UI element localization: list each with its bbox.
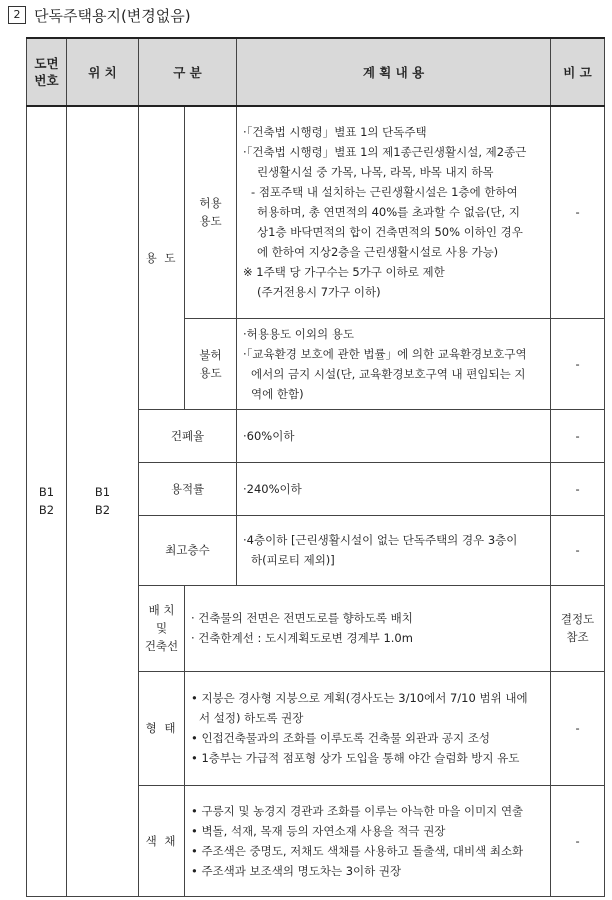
form-line: • 지붕은 경사형 지붕으로 계획(경사도는 3/10에서 7/10 범위 내에 (191, 691, 528, 705)
permitted-line: 린생활시설 중 가목, 나목, 라목, 바목 내지 하목 (257, 165, 494, 180)
header-plan-content: 계 획 내 용 (237, 38, 551, 106)
permitted-line: ·「건축법 시행령」별표 1의 제1종근린생활시설, 제2종근 (243, 145, 527, 160)
permitted-line: ※ 1주택 당 가구수는 5가구 이하로 제한 (243, 265, 445, 280)
permitted-line: 에 한하여 지상2층을 근린생활시설로 사용 가능) (257, 245, 499, 260)
placement-label: 배 치 및 건축선 (139, 585, 185, 671)
section-heading (8, 2, 191, 28)
form-line: • 1층부는 가급적 점포형 상가 도입을 통해 야간 슬럼화 방지 유도 (191, 751, 520, 765)
permitted-use-content (237, 106, 551, 318)
form-note: - (551, 671, 605, 785)
color-content (185, 785, 551, 896)
floors-line: ·4층이하 [근린생활시설이 없는 단독주택의 경우 3층이 (243, 533, 518, 547)
section-title: 단독주택용지(변경없음) (34, 6, 191, 25)
permitted-use-note: - (551, 106, 605, 318)
color-line: • 구릉지 및 농경지 경관과 조화를 이루는 아늑한 마을 이미지 연출 (191, 803, 524, 818)
prohibited-use-content (237, 318, 551, 409)
coverage-note: - (551, 409, 605, 462)
header-map-no: 도면 번호 (27, 38, 67, 106)
form-line: • 인접건축물과의 조화를 이루도록 건축물 외관과 공지 조성 (191, 731, 490, 745)
permitted-use-label: 허용 용도 (185, 106, 237, 318)
color-line: • 주조색은 중명도, 저채도 색채를 사용하고 돌출색, 대비색 최소화 (191, 843, 524, 858)
header-category: 구 분 (139, 38, 237, 106)
header-row (27, 38, 605, 106)
placement-content (185, 585, 551, 671)
color-label: 색 채 (139, 785, 185, 896)
land-use-plan-table (26, 37, 605, 897)
coverage-label: 건폐율 (139, 409, 237, 462)
far-note: - (551, 462, 605, 515)
color-line: • 벽돌, 석재, 목재 등의 자연소재 사용을 적극 권장 (191, 823, 446, 838)
floors-label: 최고층수 (139, 515, 237, 585)
placement-note: 결정도 참조 (551, 585, 605, 671)
placement-line: · 건축물의 전면은 전면도로를 향하도록 배치 (191, 611, 413, 625)
section-number: 2 (8, 6, 26, 24)
far-label: 용적률 (139, 462, 237, 515)
map-no-cell: B1 B2 (27, 106, 67, 896)
prohibited-line: 역에 한함) (251, 386, 304, 401)
floors-content (237, 515, 551, 585)
permitted-line: 상1층 바닥면적의 합이 건축면적의 50% 이하인 경우 (257, 225, 523, 240)
placement-line: · 건축한계선 : 도시계획도로변 경계부 1.0m (191, 631, 413, 645)
prohibited-line: ·허용용도 이외의 용도 (243, 326, 354, 341)
row-permitted-use (27, 106, 605, 318)
form-content (185, 671, 551, 785)
far-value: ·240%이하 (237, 462, 551, 515)
header-note: 비 고 (551, 38, 605, 106)
prohibited-line: ·「교육환경 보호에 관한 법률」에 의한 교육환경보호구역 (243, 346, 527, 361)
form-line: 서 설정) 하도록 권장 (199, 711, 304, 725)
permitted-line: 허용하며, 총 연면적의 40%를 초과할 수 없음(단, 지 (257, 205, 520, 220)
use-label: 용 도 (139, 106, 185, 409)
floors-line: 하(피로티 제외)] (251, 553, 335, 567)
permitted-line: ·「건축법 시행령」별표 1의 단독주택 (243, 125, 427, 140)
prohibited-use-note: - (551, 318, 605, 409)
location-cell: B1 B2 (67, 106, 139, 896)
permitted-line: (주거전용시 7가구 이하) (257, 285, 381, 300)
permitted-line: - 점포주택 내 설치하는 근린생활시설은 1층에 한하여 (251, 185, 518, 200)
prohibited-line: 에서의 금지 시설(단, 교육환경보호구역 내 편입되는 지 (251, 366, 526, 381)
prohibited-use-label: 불허 용도 (185, 318, 237, 409)
form-label: 형 태 (139, 671, 185, 785)
coverage-value: ·60%이하 (237, 409, 551, 462)
header-location: 위 치 (67, 38, 139, 106)
floors-note: - (551, 515, 605, 585)
color-note: - (551, 785, 605, 896)
color-line: • 주조색과 보조색의 명도차는 3이하 권장 (191, 863, 402, 878)
